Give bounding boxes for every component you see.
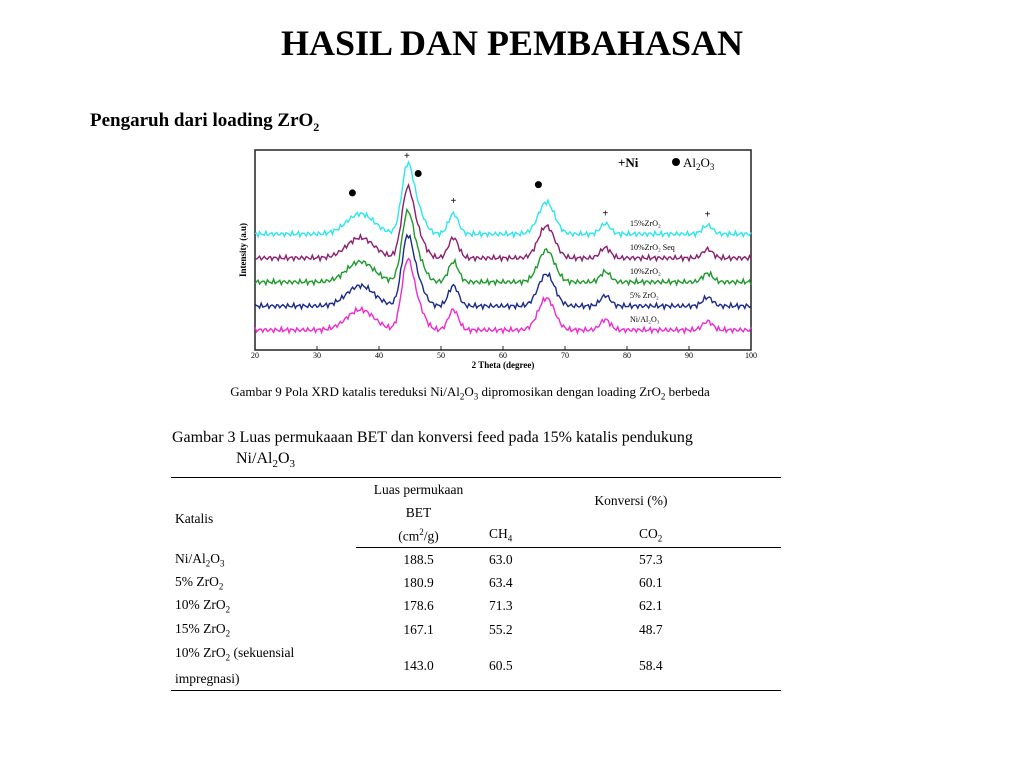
xrd-chart — [230, 148, 765, 374]
figure-caption: Gambar 9 Pola XRD katalis tereduksi $Ni/Al_2O_3$ dipromosikan dengan loading ZrO$_2$ berbeda — [230, 384, 710, 402]
series-line — [255, 259, 751, 333]
series-line — [255, 210, 751, 285]
row-katalis: 5% ZrO$_2$ — [175, 573, 224, 592]
x-tick-label: 60 — [499, 351, 507, 360]
series-line — [255, 235, 751, 309]
al2o3-peak-marker — [349, 189, 356, 196]
curve-label: 5% ZrO₂ — [630, 291, 659, 300]
table-row — [171, 572, 781, 594]
chart-legend — [618, 155, 715, 172]
header-co2: $CO_2$ — [631, 524, 781, 548]
subtitle-text: Pengaruh dari loading ZrO — [90, 110, 314, 131]
header-konversi: Konversi (%) — [481, 478, 781, 524]
header-katalis: Katalis — [171, 478, 356, 548]
row-bet: 167.1 — [403, 621, 434, 637]
row-ch4: 71.3 — [489, 597, 513, 613]
row-ch4: 63.4 — [489, 574, 513, 590]
ni-peak-marker: + — [602, 208, 609, 220]
x-tick-label: 70 — [561, 351, 569, 360]
x-tick-label: 90 — [685, 351, 693, 360]
row-co2: 60.1 — [639, 574, 663, 590]
x-tick-label: 80 — [623, 351, 631, 360]
header-luas-line1: Luas permukaan — [356, 478, 481, 502]
table-row — [171, 548, 781, 572]
x-tick-label: 30 — [313, 351, 321, 360]
subtitle-subscript: 2 — [313, 119, 320, 134]
row-bet: 180.9 — [403, 574, 434, 590]
xrd-figure — [230, 148, 765, 374]
table-caption-line2: $Ni/Al_2O_3$ — [236, 450, 296, 471]
x-tick-label: 50 — [437, 351, 445, 360]
row-ch4: 55.2 — [489, 621, 513, 637]
row-katalis: 15% ZrO$_2$ — [175, 620, 231, 639]
table-row — [171, 618, 781, 642]
curve-label: Ni/Al₂O₃ — [630, 315, 660, 324]
row-katalis: 10% ZrO$_2$ (sekuensial impregnasi) — [171, 642, 356, 691]
al2o3-peak-marker — [535, 181, 542, 188]
row-co2: 48.7 — [639, 621, 663, 637]
table-row — [171, 642, 781, 691]
x-tick-label: 40 — [375, 351, 383, 360]
row-ch4: 63.0 — [489, 551, 513, 567]
curve-label: 10%ZrO₂ — [630, 267, 661, 276]
header-luas-unit: $(cm^2/g)$ — [356, 524, 481, 548]
row-co2: 57.3 — [639, 551, 663, 567]
table-caption-line1: Gambar 3 Luas permukaaan BET dan konversi feed pada 15% katalis pendukung — [172, 429, 693, 446]
row-bet: 143.0 — [356, 642, 481, 691]
table-row — [171, 594, 781, 618]
al2o3-peak-marker — [415, 170, 422, 177]
legend-al2o3-marker — [672, 158, 680, 166]
plot-frame — [255, 150, 751, 350]
x-tick-label: 100 — [745, 351, 757, 360]
curve-label: 15%ZrO₂ — [630, 219, 661, 228]
ni-peak-marker: + — [403, 150, 410, 162]
table-caption — [172, 427, 852, 475]
x-axis-label: 2 Theta (degree) — [471, 360, 535, 370]
series-line — [255, 162, 751, 237]
row-co2: 62.1 — [639, 597, 663, 613]
header-ch4: $CH_4$ — [481, 524, 631, 548]
bet-conversion-table — [171, 477, 781, 691]
x-tick-label: 20 — [251, 351, 259, 360]
y-axis-label: Intensity (a.u) — [238, 222, 248, 278]
row-ch4: 60.5 — [481, 642, 631, 691]
row-katalis: $Ni/Al_2O_3$ — [175, 550, 225, 569]
header-luas-line2: BET — [405, 504, 432, 520]
row-co2: 58.4 — [631, 642, 781, 691]
table-header-row-1 — [171, 478, 781, 502]
row-bet: 178.6 — [403, 597, 434, 613]
row-katalis: 10% ZrO$_2$ — [175, 596, 231, 615]
row-bet: 188.5 — [403, 551, 434, 567]
series-line — [255, 185, 751, 261]
section-subtitle — [90, 110, 319, 135]
legend-al2o3: $Al_2O_3$ — [683, 155, 715, 172]
legend-ni: +Ni — [618, 155, 639, 170]
ni-peak-marker: + — [704, 209, 711, 221]
curve-label: 10%ZrO₂ Seq — [630, 243, 675, 252]
ni-peak-marker: + — [450, 196, 457, 208]
slide-title: HASIL DAN PEMBAHASAN — [280, 23, 744, 63]
